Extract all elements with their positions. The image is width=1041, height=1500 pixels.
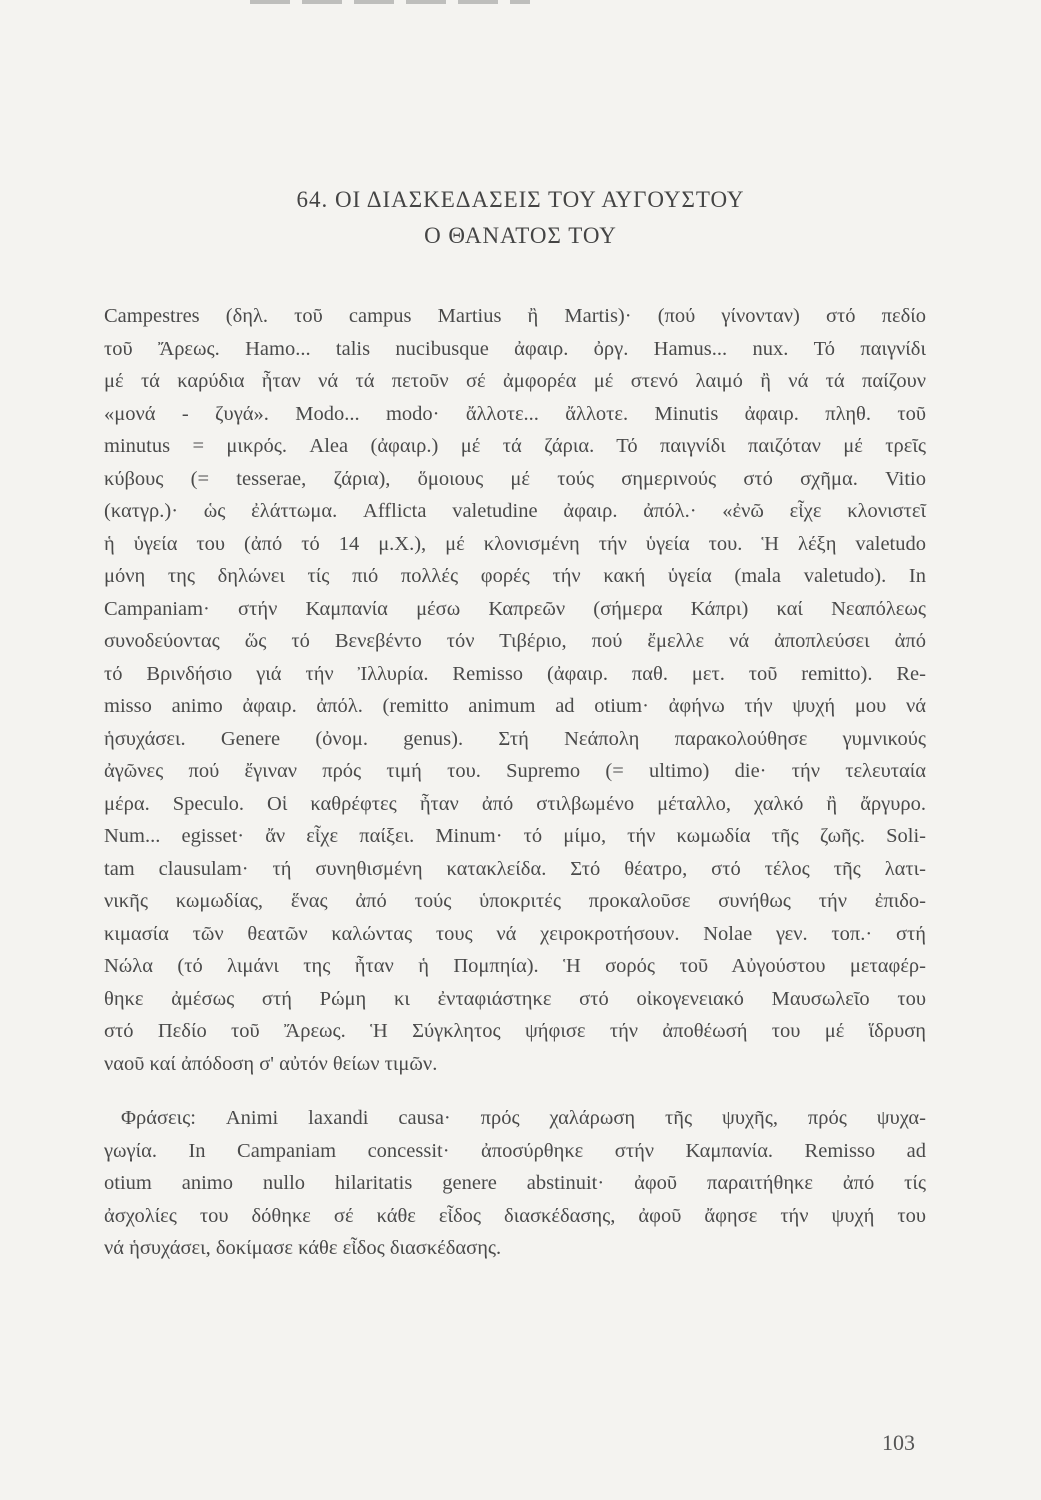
paragraph-spacer xyxy=(104,1080,926,1102)
text-line: μόνη της δηλώνει τίς πιό πολλές φορές τήν κακή ὑγεία (mala valetudo). In xyxy=(104,565,926,587)
text-line: misso animo ἀφαιρ. ἀπόλ. (remitto animum ad otium· ἀφήνω τήν ψυχή μου νά xyxy=(104,695,926,717)
text-line: γωγία. In Campaniam concessit· ἀποσύρθηκε στήν Καμπανία. Remisso ad xyxy=(104,1139,926,1162)
text-line: Num... egisset· ἄν εἶχε παίξει. Minum· τό μίμο, τήν κωμωδία τῆς ζωῆς. Soli- xyxy=(104,825,926,847)
text-line: ἡσυχάσει. Genere (ὀνομ. genus). Στή Νεάπολη παρακολούθησε γυμνικούς xyxy=(104,727,926,750)
text-line: Φράσεις: Animi laxandi causa· πρός χαλάρωση τῆς ψυχῆς, πρός ψυχα- xyxy=(121,1107,926,1129)
text-line: μέρα. Speculo. Οἱ καθρέφτες ἦταν ἀπό στιλβωμένο μέταλλο, χαλκό ἢ ἄργυρο. xyxy=(104,792,926,815)
text-line: ἀγῶνες πού ἔγιναν πρός τιμή του. Supremo (= ultimo) die· τήν τελευταία xyxy=(104,760,926,782)
commentary-body xyxy=(104,300,926,1265)
text-line: κιμασία τῶν θεατῶν καλώντας τους νά χειροκροτήσουν. Nolae γεν. τοπ.· στή xyxy=(104,922,926,945)
text-line: νικῆς κωμωδίας, ἕνας ἀπό τούς ὑποκριτές προκαλοῦσε συνήθως τήν ἐπιδο- xyxy=(104,890,926,912)
text-line: otium animo nullo hilaritatis genere abstinuit· ἀφοῦ παραιτήθηκε ἀπό τίς xyxy=(104,1172,926,1194)
text-line: στό Πεδίο τοῦ Ἄρεως. Ἡ Σύγκλητος ψήφισε τήν ἀποθέωσή του μέ ἵδρυση xyxy=(104,1020,926,1042)
text-line: tam clausulam· τή συνηθισμένη κατακλείδα. Στό θέατρο, στό τέλος τῆς λατι- xyxy=(104,857,926,880)
text-line: μέ τά καρύδια ἦταν νά τά πετοῦν σέ ἀμφορέα μέ στενό λαιμό ἢ νά τά παίζουν xyxy=(104,370,926,392)
text-line: κύβους (= tesserae, ζάρια), ὅμοιους μέ τούς σημερινούς στό σχῆμα. Vitio xyxy=(104,467,926,490)
text-line: Νώλα (τό λιμάνι της ἦταν ἡ Πομπηία). Ἡ σορός τοῦ Αὐγούστου μεταφέρ- xyxy=(104,955,926,977)
text-line: νά ἡσυχάσει, δοκίμασε κάθε εἶδος διασκέδασης. xyxy=(104,1237,502,1259)
chapter-title-line-2: Ο ΘΑΝΑΤΟΣ ΤΟΥ xyxy=(424,223,617,248)
chapter-title xyxy=(0,182,1041,254)
text-line: συνοδεύοντας ὥς τό Βενεβέντο τόν Τιβέριο, πού ἔμελλε νά ἀποπλεύσει ἀπό xyxy=(104,630,926,652)
phrases-paragraph xyxy=(104,1102,926,1265)
page-number: 103 xyxy=(882,1430,915,1455)
text-line: Campestres (δηλ. τοῦ campus Martius ἢ Martis)· (πού γίνονταν) στό πεδίο xyxy=(104,305,926,327)
commentary-paragraph xyxy=(104,300,926,1080)
text-line: θηκε ἀμέσως στή Ρώμη κι ἐνταφιάστηκε στό οἰκογενειακό Μαυσωλεῖο του xyxy=(104,987,926,1010)
text-line: «μονά - ζυγά». Modo... modo· ἄλλοτε... ἄλλοτε. Minutis ἀφαιρ. πληθ. τοῦ xyxy=(104,402,926,425)
text-line: ἀσχολίες του δόθηκε σέ κάθε εἶδος διασκέδασης, ἀφοῦ ἄφησε τήν ψυχή του xyxy=(104,1204,926,1227)
text-line: τοῦ Ἄρεως. Hamo... talis nucibusque ἀφαιρ. ὀργ. Hamus... nux. Τό παιγνίδι xyxy=(104,337,926,360)
text-line: (κατγρ.)· ὡς ἐλάττωμα. Afflicta valetudine ἀφαιρ. ἀπόλ.· «ἐνῶ εἶχε κλονιστεῖ xyxy=(104,500,926,522)
text-line: minutus = μικρός. Alea (ἀφαιρ.) μέ τά ζάρια. Τό παιγνίδι παιζόταν μέ τρεῖς xyxy=(104,435,926,457)
page-edge-mark xyxy=(250,0,530,4)
text-line: ναοῦ καί ἀπόδοση σ' αὐτόν θείων τιμῶν. xyxy=(104,1052,438,1075)
text-line: τό Βρινδήσιο γιά τήν Ἰλλυρία. Remisso (ἀφαιρ. παθ. μετ. τοῦ remitto). Re- xyxy=(104,662,926,685)
text-line: ἡ ὑγεία του (ἀπό τό 14 μ.Χ.), μέ κλονισμένη τήν ὑγεία του. Ἡ λέξη valetudo xyxy=(104,532,926,555)
text-line: Campaniam· στήν Καμπανία μέσω Καπρεῶν (σήμερα Κάπρι) καί Νεαπόλεως xyxy=(104,597,926,620)
chapter-title-line-1: 64. ΟΙ ΔΙΑΣΚΕΔΑΣΕΙΣ ΤΟΥ ΑΥΓΟΥΣΤΟΥ xyxy=(296,187,745,212)
